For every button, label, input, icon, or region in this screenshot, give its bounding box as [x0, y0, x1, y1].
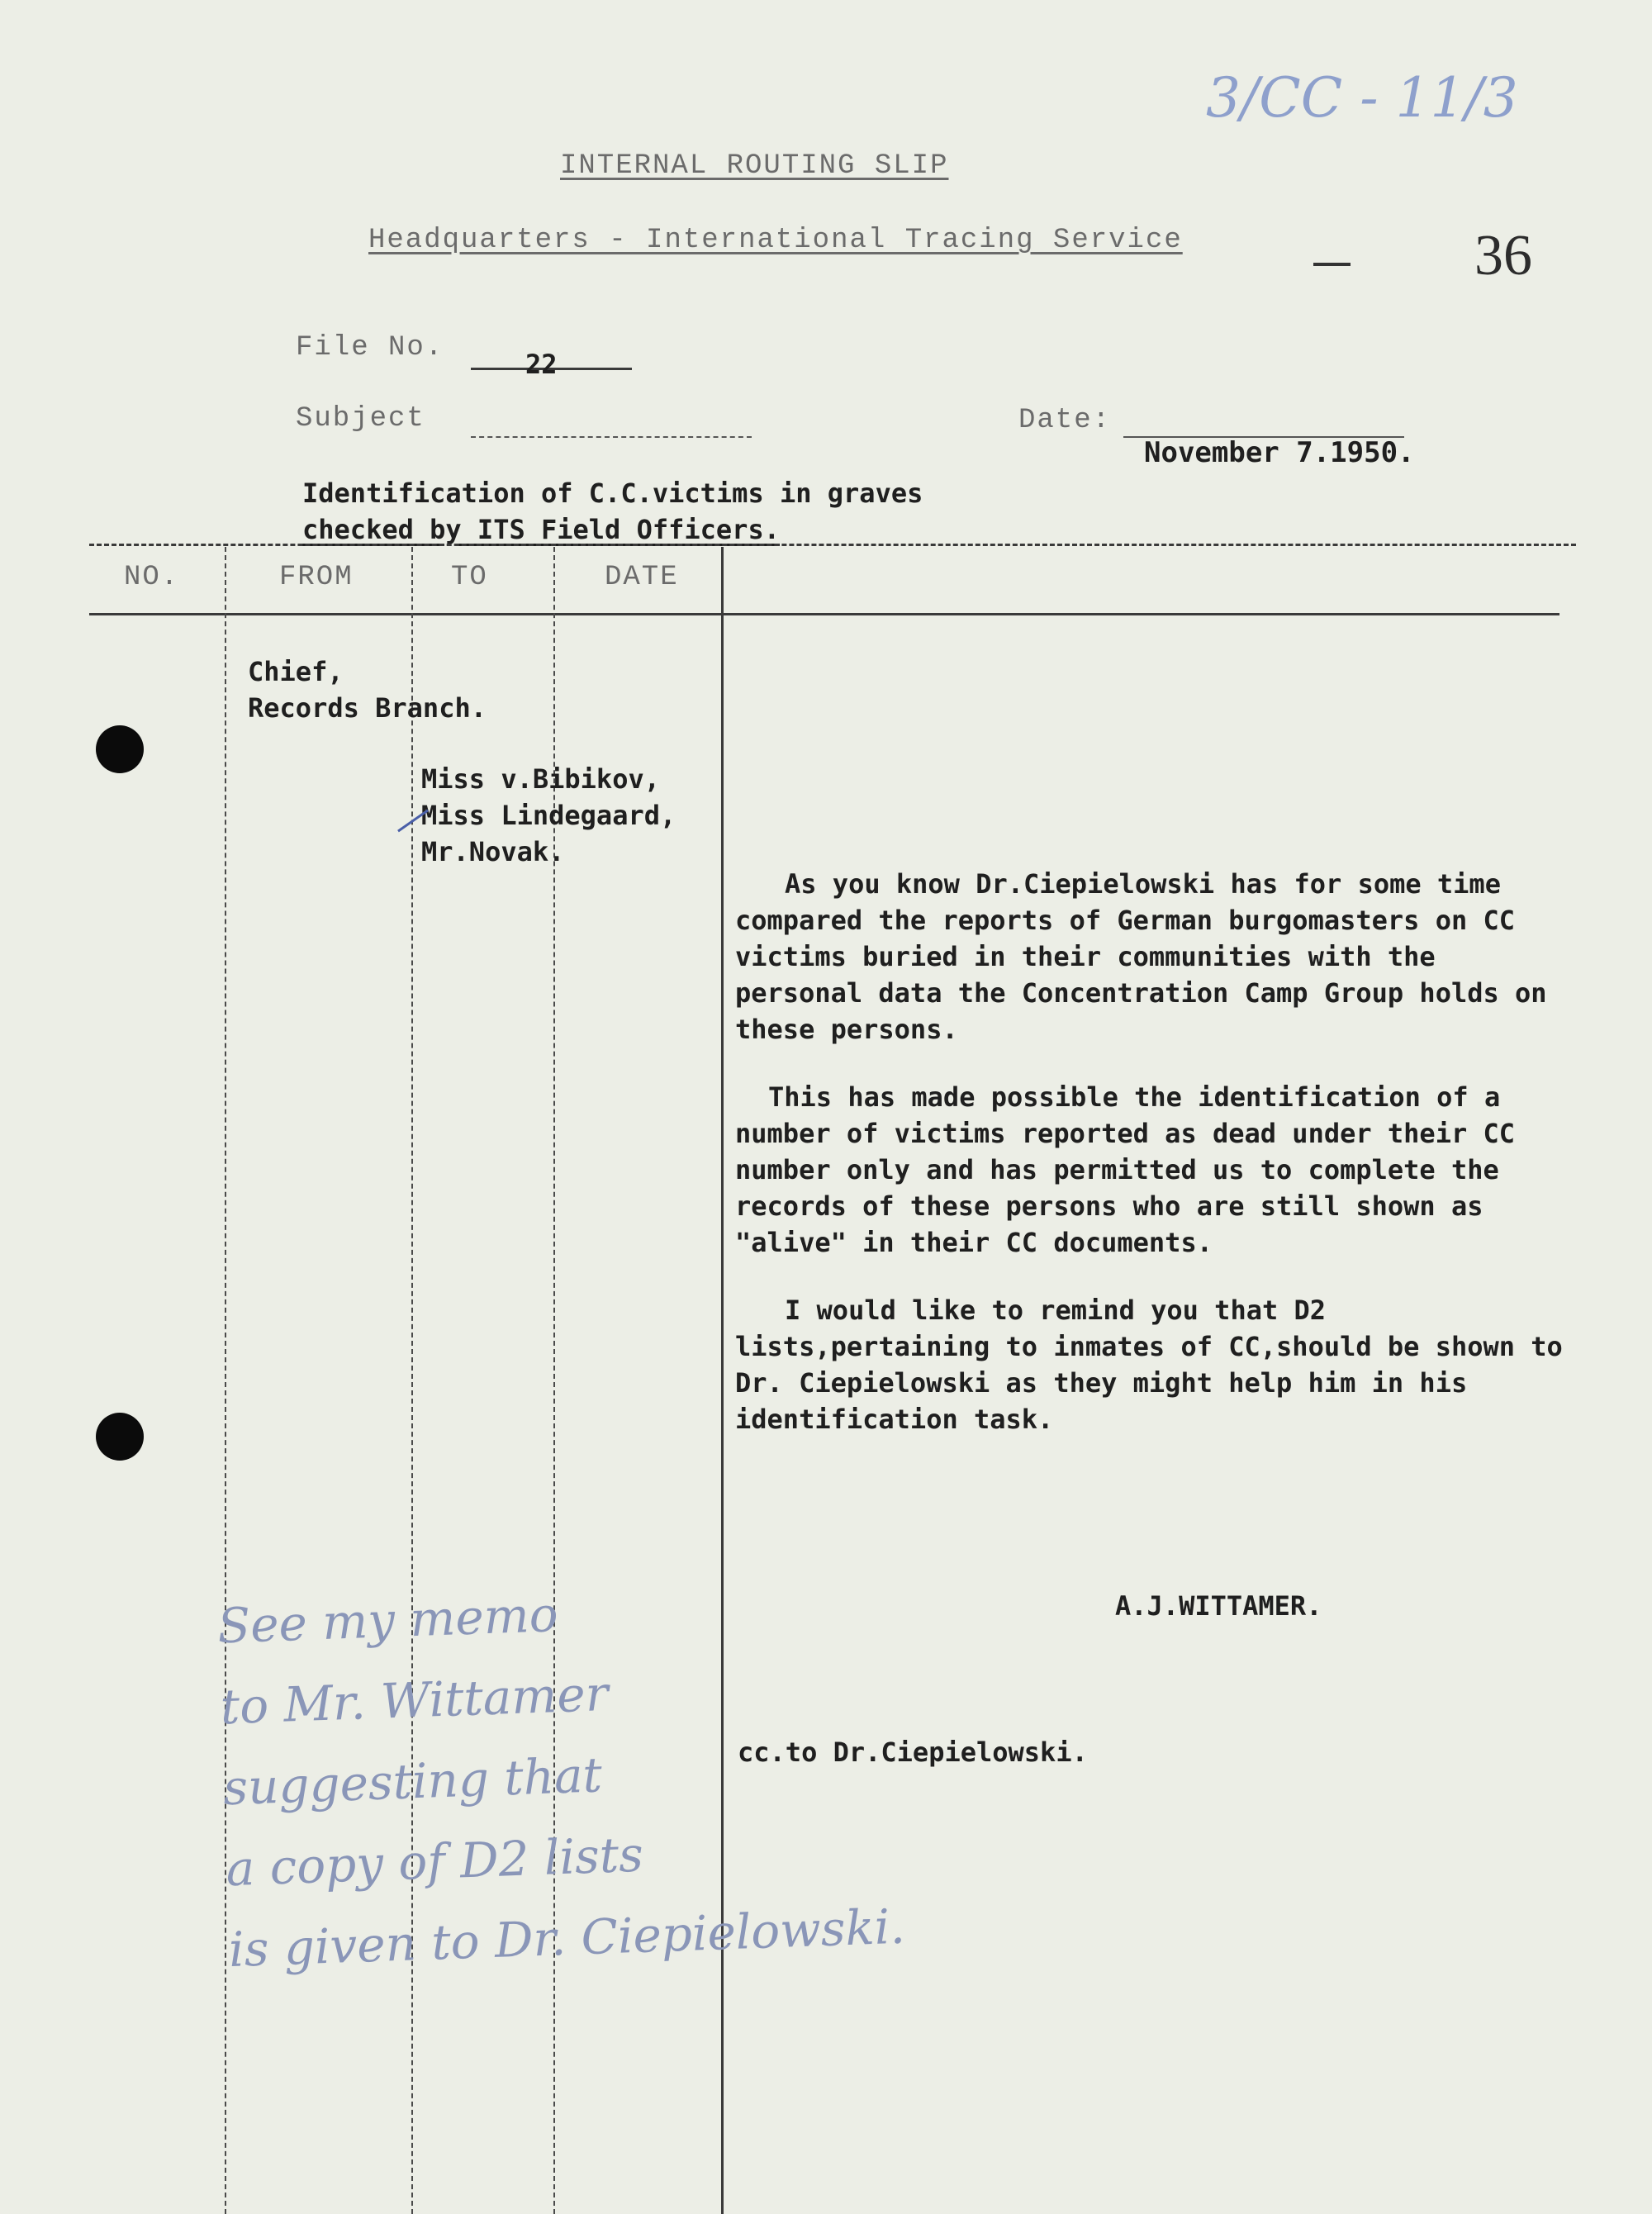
subject-label: Subject — [296, 403, 425, 435]
column-header-to: TO — [451, 562, 488, 593]
handwritten-line-4: a copy of D2 lists — [225, 1826, 644, 1898]
from-entry-line1: Chief, — [248, 656, 344, 687]
punch-hole-top — [96, 725, 144, 773]
handwritten-line-2: to Mr. Wittamer — [219, 1665, 610, 1736]
organization-line: Headquarters - International Tracing Service — [368, 225, 1183, 256]
slip-title: INTERNAL ROUTING SLIP — [560, 150, 949, 182]
page-number: 36 — [1474, 224, 1532, 287]
archive-reference: 3/CC - 11/3 — [1206, 66, 1518, 130]
to-entry-3: Mr.Novak. — [421, 836, 565, 867]
column-header-no: NO. — [124, 562, 180, 593]
column-header-from: FROM — [279, 562, 354, 593]
subject-value-line2: checked by ITS Field Officers. — [302, 514, 780, 545]
memo-body — [735, 866, 1578, 1469]
cc-line: cc.to Dr.Ciepielowski. — [738, 1737, 1088, 1768]
date-label: Date: — [1018, 405, 1112, 436]
memo-paragraph-2: This has made possible the identification of a number of victims reported as dead under their CC number only and has permitted us to complete the records of these persons who are still shown as "alive" in their CC documents. — [735, 1081, 1516, 1258]
column-divider-no — [225, 547, 226, 2214]
memo-paragraph-1: As you know Dr.Ciepielowski has for some time compared the reports of German burgomasters on CC victims buried in their communities with the personal data the Concentration Camp Group holds on these persons. — [735, 868, 1547, 1045]
handwritten-line-5: is given to Dr. Ciepielowski. — [227, 1898, 906, 1979]
memo-paragraph-3: I would like to remind you that D2 lists,pertaining to inmates of CC,should be shown to Dr. Ciepielowski as they might help him in his identification task. — [735, 1295, 1563, 1435]
to-entry-2: Miss Lindegaard, — [421, 800, 676, 831]
to-entry-1: Miss v.Bibikov, — [421, 763, 660, 795]
date-value: November 7.1950. — [1144, 436, 1415, 469]
stamp-dash — [1313, 263, 1351, 266]
handwritten-note — [216, 1562, 907, 1990]
subject-value-line1: Identification of C.C.victims in graves — [302, 477, 923, 509]
column-header-date: DATE — [605, 562, 679, 593]
from-entry-line2: Records Branch. — [248, 692, 487, 724]
handwritten-line-3: suggesting that — [222, 1746, 603, 1817]
file-number-value: 22 — [525, 349, 558, 380]
table-top-rule — [89, 544, 1576, 546]
handwritten-line-1: See my memo — [216, 1586, 559, 1655]
signature: A.J.WITTAMER. — [1115, 1590, 1322, 1622]
table-header-rule — [89, 613, 1559, 615]
punch-hole-bottom — [96, 1413, 144, 1461]
subject-line — [471, 436, 752, 438]
file-number-label: File No. — [296, 332, 444, 363]
